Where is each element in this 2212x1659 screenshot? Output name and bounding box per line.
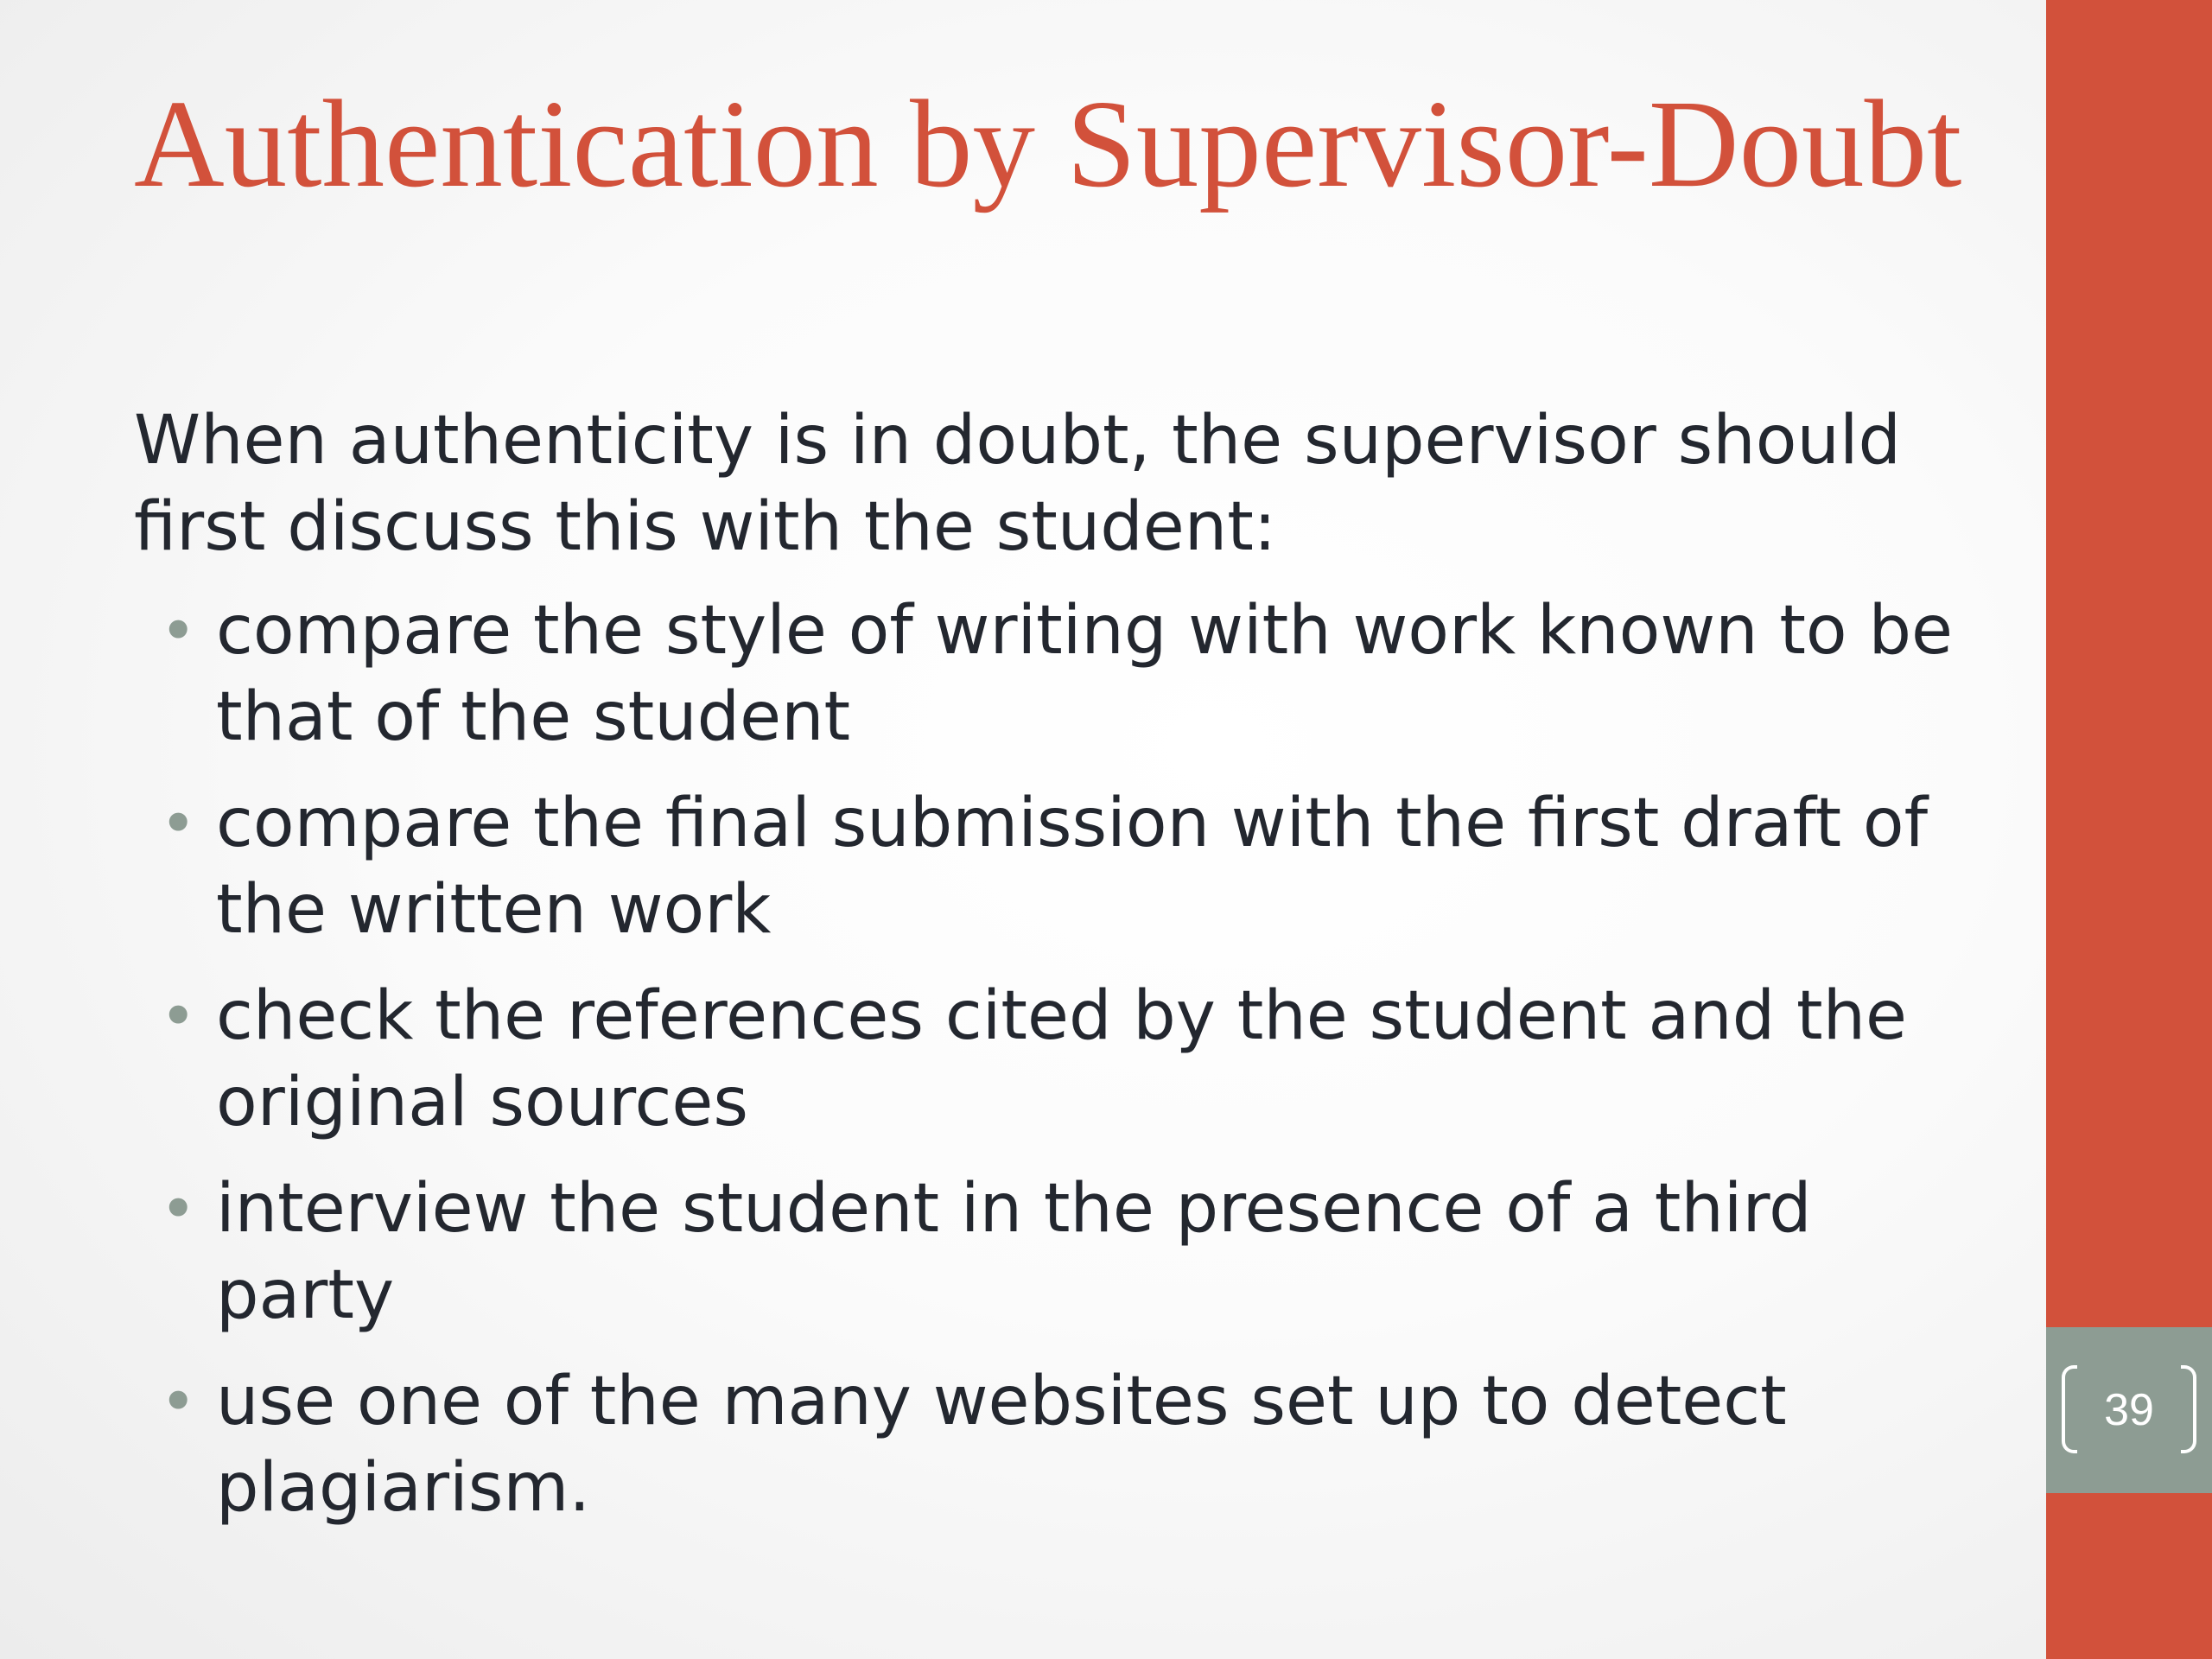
intro-text: When authenticity is in doubt, the supervisor should first discuss this with the student: (134, 402, 1902, 566)
page-number: 39 (2104, 1385, 2154, 1435)
bullet-text: interview the student in the presence of a third party (216, 1170, 1812, 1334)
bullet-list (134, 588, 1966, 1531)
bullet-icon: • (160, 980, 197, 1052)
bullet-item (134, 973, 1966, 1146)
slide-title: Authentication by Supervisor-Doubt (134, 75, 1962, 213)
bullet-text: check the references cited by the student and the original sources (216, 977, 1908, 1141)
slide-body (134, 397, 1966, 1551)
bullet-item (134, 1166, 1966, 1338)
bullet-item (134, 780, 1966, 953)
bullet-item (134, 1358, 1966, 1531)
bullet-text: compare the style of writing with work known to be that of the student (216, 592, 1953, 756)
page-number-box (2046, 1327, 2212, 1493)
bullet-text: compare the final submission with the first draft of the written work (216, 785, 1929, 949)
bullet-icon: • (160, 1173, 197, 1245)
bullet-text: use one of the many websites set up to detect plagiarism. (216, 1363, 1787, 1527)
bullet-icon: • (160, 787, 197, 860)
bullet-icon: • (160, 1365, 197, 1438)
bullet-item (134, 588, 1966, 760)
bullet-icon: • (160, 594, 197, 667)
